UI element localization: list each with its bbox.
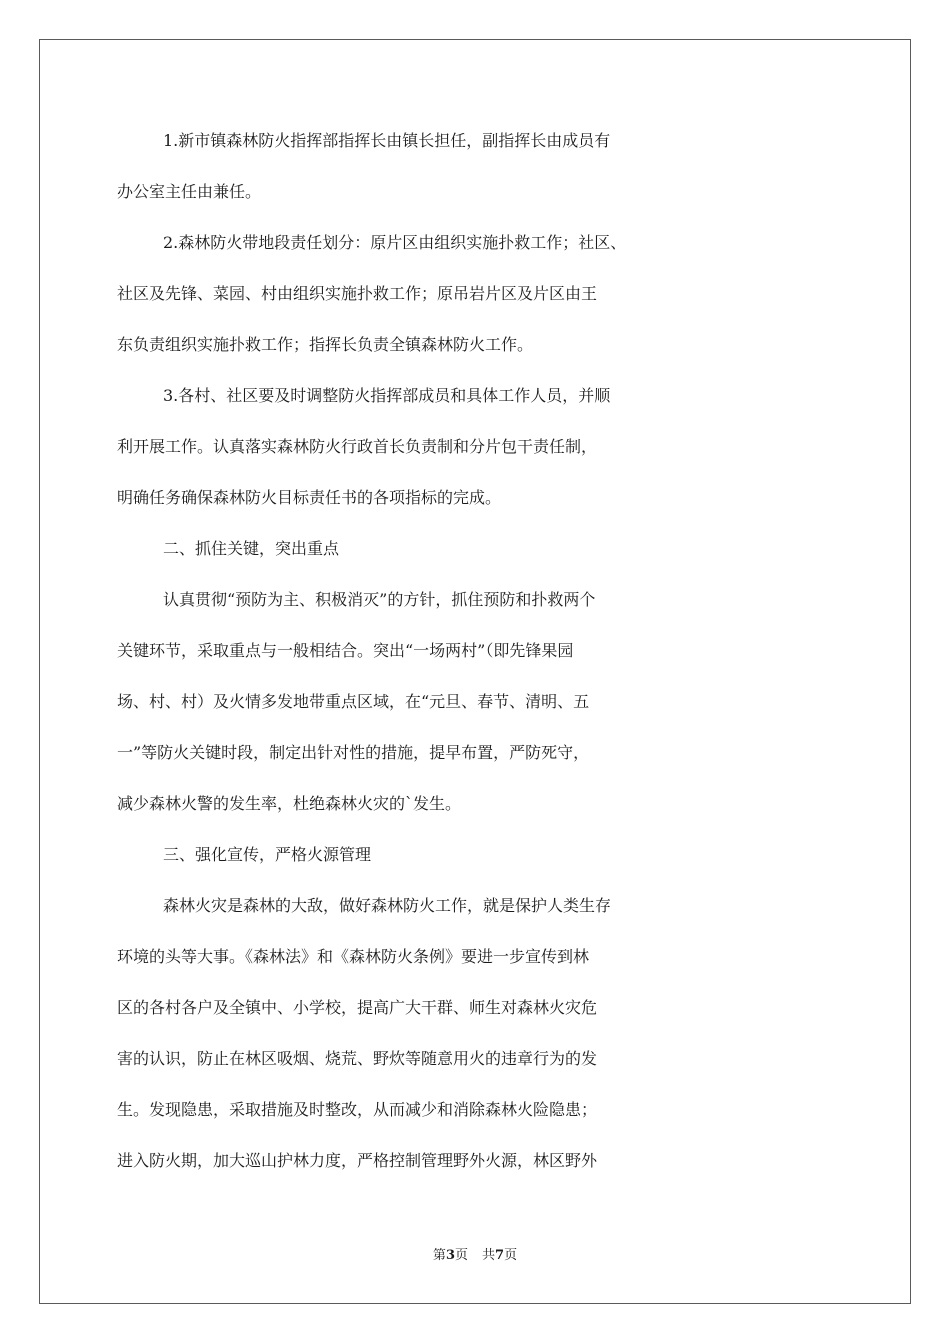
text-line: 关键环节，采取重点与一般相结合。突出“一场两村”（即先锋果园 xyxy=(117,641,574,660)
text-line: 1.新市镇森林防火指挥部指挥长由镇长担任，副指挥长由成员有 xyxy=(163,131,611,150)
page-number-prefix: 第 xyxy=(432,1248,446,1263)
text-line: 区的各村各户及全镇中、小学校，提高广大干群、师生对森林火灾危 xyxy=(117,998,598,1017)
text-line: 减少森林火警的发生率，杜绝森林火灾的`发生。 xyxy=(117,794,462,813)
text-line: 环境的头等大事。《森林法》和《森林防火条例》要进一步宣传到林 xyxy=(117,947,590,966)
text-line: 森林火灾是森林的大敌，做好森林防火工作，就是保护人类生存 xyxy=(163,896,612,915)
document-body xyxy=(117,128,837,1199)
text-line: 2.森林防火带地段责任划分：原片区由组织实施扑救工作；社区、 xyxy=(163,233,627,252)
text-line: 3.各村、社区要及时调整防火指挥部成员和具体工作人员，并顺 xyxy=(163,386,611,405)
text-line: 场、村、村）及火情多发地带重点区域，在“元旦、春节、清明、五 xyxy=(117,692,590,711)
text-line: 认真贯彻“预防为主、积极消灭”的方针，抓住预防和扑救两个 xyxy=(163,590,596,609)
current-page-number: 3 xyxy=(445,1248,455,1263)
text-line: 社区及先锋、菜园、村由组织实施扑救工作；原吊岩片区及片区由王 xyxy=(117,284,598,303)
total-pages-suffix: 页 xyxy=(504,1248,518,1263)
text-line: 一”等防火关键时段，制定出针对性的措施，提早布置，严防死守， xyxy=(117,743,590,762)
text-line: 东负责组织实施扑救工作；指挥长负责全镇森林防火工作。 xyxy=(117,335,534,354)
total-pages-prefix: 共 xyxy=(482,1248,496,1263)
text-line: 害的认识，防止在林区吸烟、烧荒、野炊等随意用火的违章行为的发 xyxy=(117,1049,598,1068)
page-number-suffix: 页 xyxy=(454,1248,468,1263)
total-page-count: 7 xyxy=(495,1248,505,1263)
text-line: 利开展工作。认真落实森林防火行政首长负责制和分片包干责任制， xyxy=(117,437,598,456)
text-line: 生。发现隐患，采取措施及时整改，从而减少和消除森林火险隐患； xyxy=(117,1100,598,1119)
text-line: 进入防火期，加大巡山护林力度，严格控制管理野外火源，林区野外 xyxy=(117,1151,598,1170)
section-heading: 三、强化宣传，严格火源管理 xyxy=(163,845,372,864)
section-heading: 二、抓住关键，突出重点 xyxy=(163,539,340,558)
page-footer xyxy=(0,1244,950,1263)
text-line: 办公室主任由兼任。 xyxy=(117,182,262,201)
text-line: 明确任务确保森林防火目标责任书的各项指标的完成。 xyxy=(117,488,502,507)
